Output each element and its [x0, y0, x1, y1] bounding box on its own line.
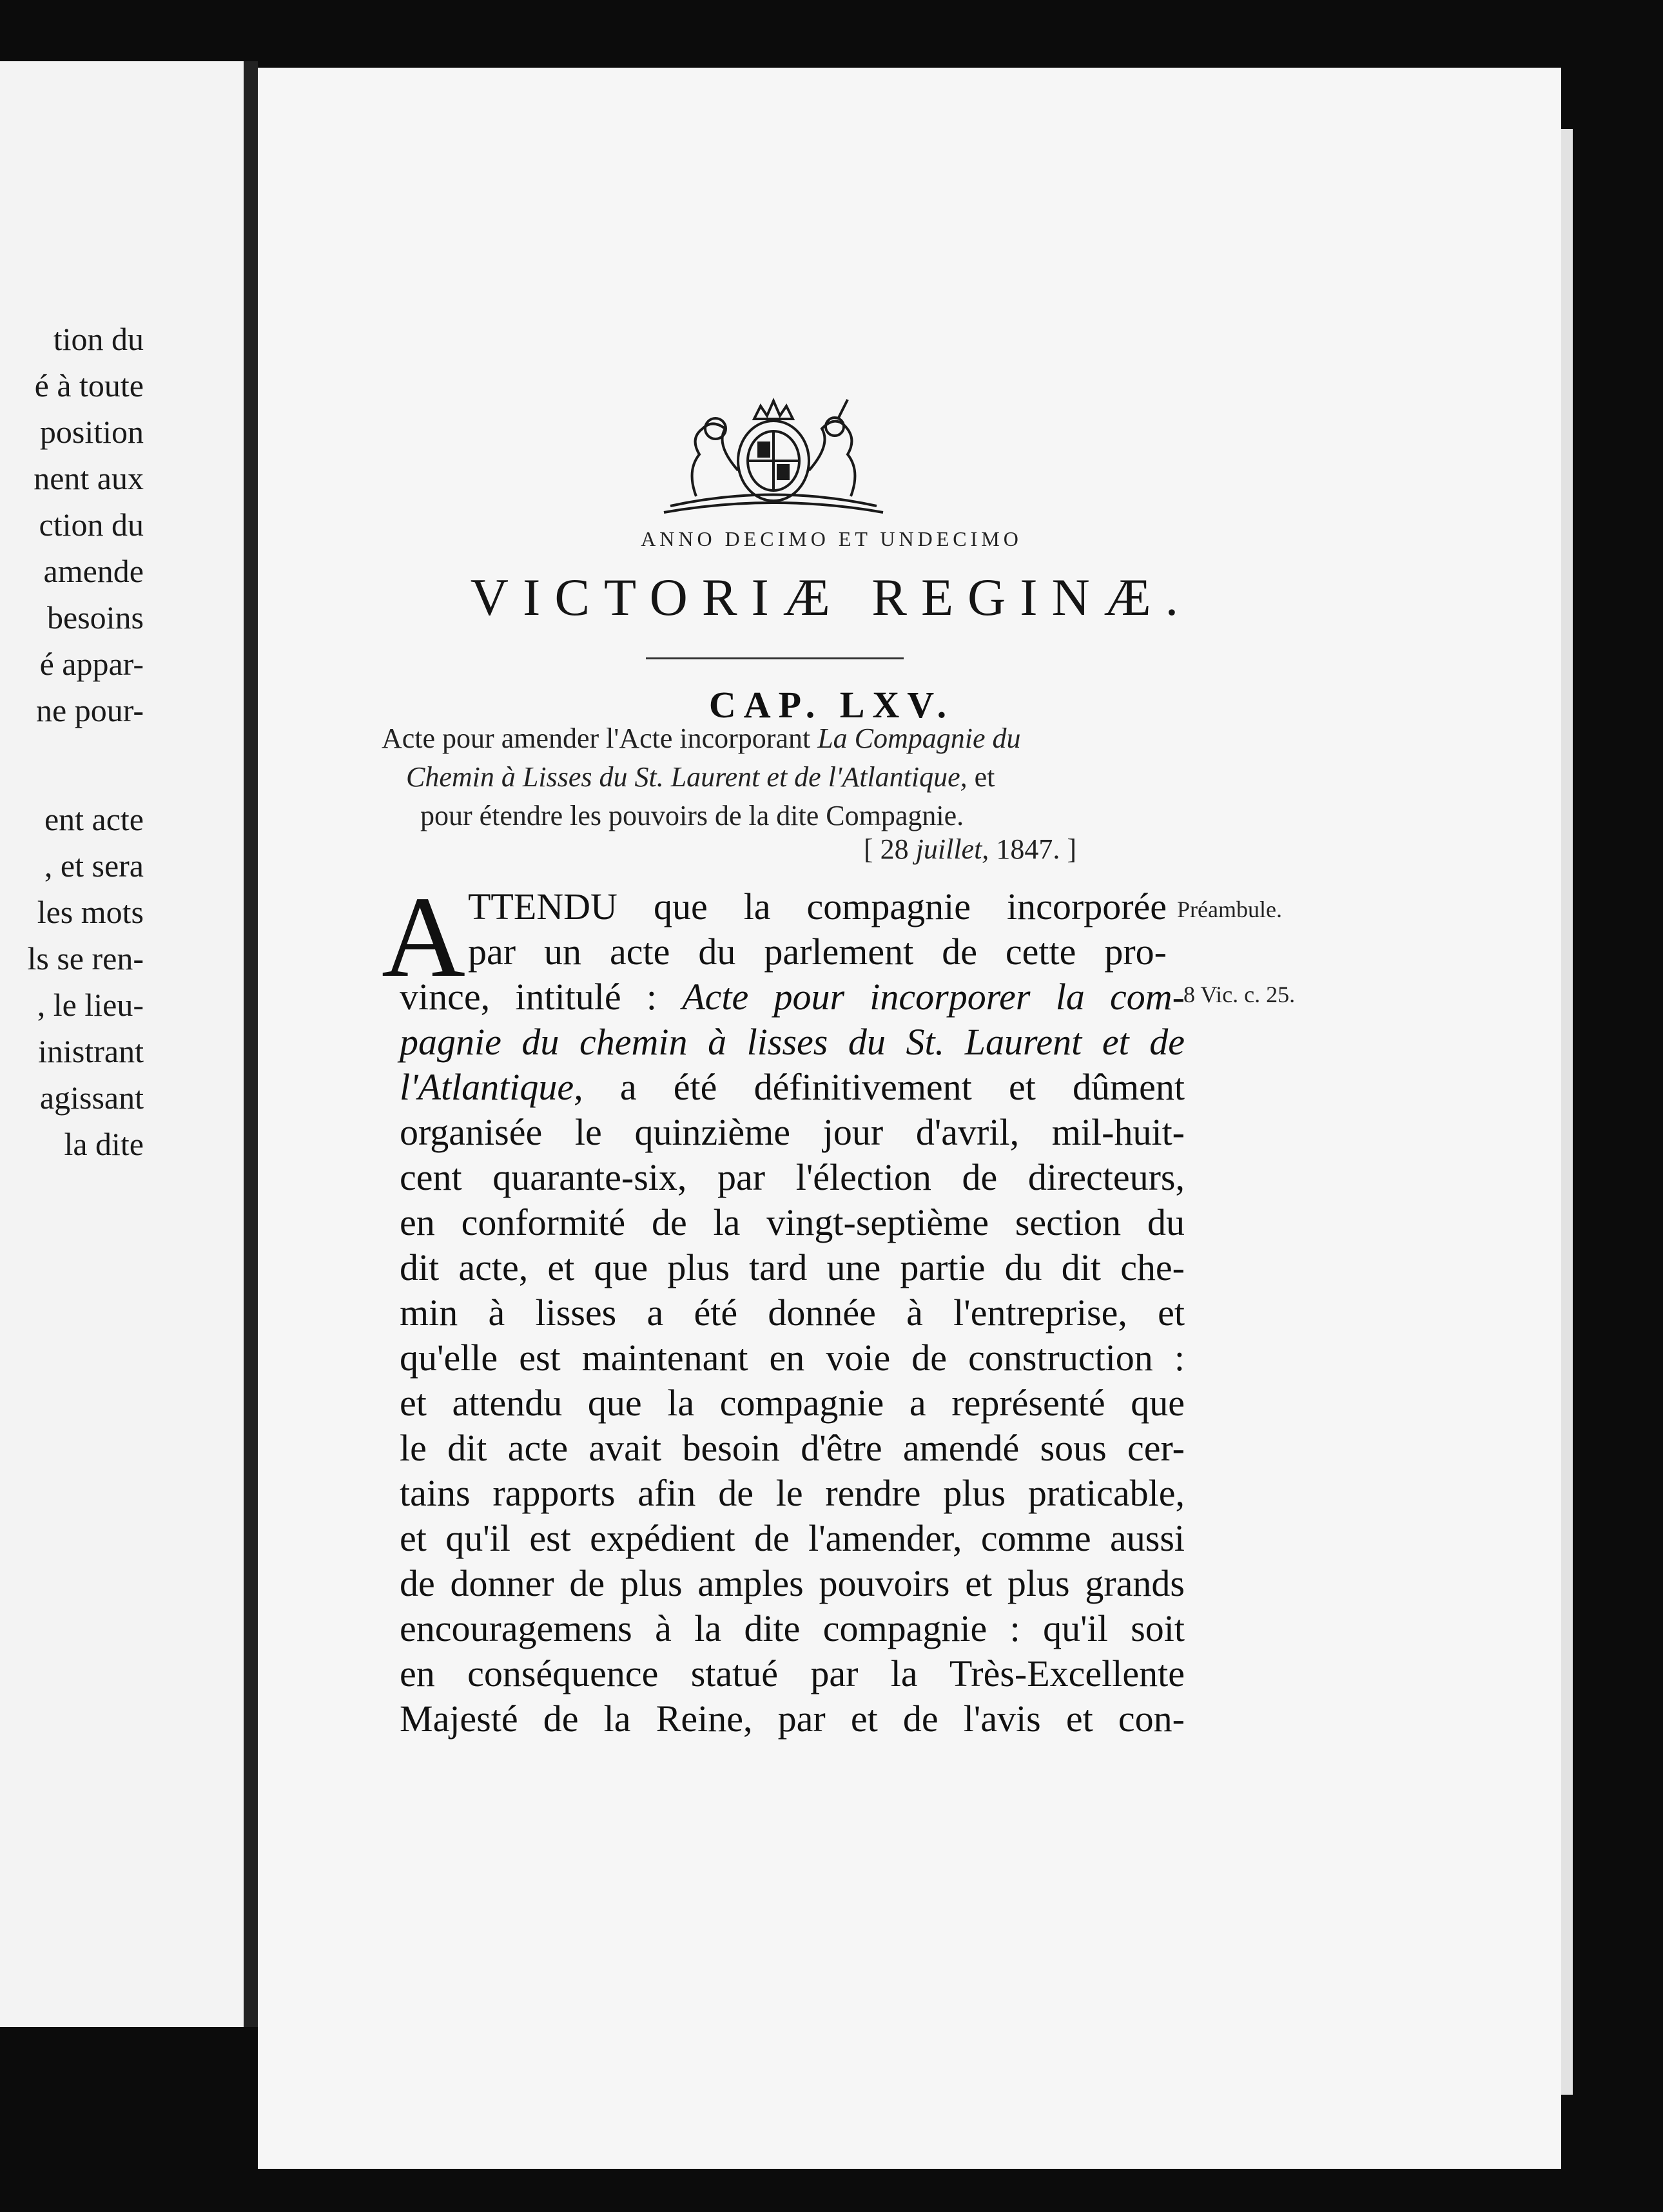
left-page-line: ne pour- [36, 692, 144, 728]
body-line: en conséquence statué par la Très-Excellente [400, 1653, 1185, 1694]
body-line: organisée le quinzième jour d'avril, mil-huit- [400, 1111, 1185, 1153]
left-page-line: position [39, 414, 144, 450]
body-line: Majesté de la Reine, par et de l'avis et con- [400, 1698, 1185, 1740]
header-regina: VICTORIÆ REGINÆ. [470, 568, 1193, 626]
left-page-line: les mots [37, 894, 144, 930]
left-page-line: é à toute [34, 367, 144, 403]
date-italic: juillet, [915, 833, 989, 865]
book-gutter [244, 61, 258, 2027]
body-italic: Acte pour incorporer la com- [682, 976, 1185, 1018]
left-page-line: , le lieu- [37, 987, 144, 1023]
left-page-line: ls se ren- [27, 940, 144, 976]
chapter-date [864, 833, 1076, 866]
body-italic: l'Atlantique, [400, 1066, 583, 1108]
body-line: et qu'il est expédient de l'amender, comme aussi [400, 1517, 1185, 1559]
body-line: tains rapports afin de le rendre plus praticable, [400, 1472, 1185, 1514]
date-text: 1847. ] [989, 833, 1076, 865]
left-page-line: la dite [64, 1126, 144, 1162]
chapter-title-text: et [967, 761, 995, 793]
left-page [0, 61, 244, 2027]
header-anno: ANNO DECIMO ET UNDECIMO [641, 527, 1022, 550]
left-page-line: é appar- [39, 646, 144, 682]
body-line: min à lisses a été donnée à l'entreprise, et [400, 1292, 1185, 1334]
left-page-line: besoins [47, 599, 144, 635]
body-line [400, 1065, 1185, 1110]
left-page-line: agissant [39, 1080, 144, 1116]
left-page-line: tion du [53, 321, 144, 357]
left-page-line: amende [43, 553, 144, 589]
body-line: et attendu que la compagnie a représenté que [400, 1382, 1185, 1424]
body-line: qu'elle est maintenant en voie de construction : [400, 1337, 1185, 1379]
body-text: a été définitivement et dûment [583, 1066, 1185, 1108]
margin-note-statute: 8 Vic. c. 25. [1183, 982, 1296, 1007]
body-line: cent quarante-six, par l'élection de directeurs, [400, 1156, 1185, 1198]
body-line: par un acte du parlement de cette pro- [468, 931, 1167, 973]
margin-note-preamble: Préambule. [1177, 897, 1282, 922]
body-line: le dit acte avait besoin d'être amendé sous cer- [400, 1427, 1185, 1469]
body-line [400, 975, 1185, 1020]
body-line: en conformité de la vingt-septième section du [400, 1201, 1185, 1243]
chapter-title-italic: Chemin à Lisses du St. Laurent et de l'Atlantique, [406, 761, 968, 793]
chapter-number: CAP. LXV. [708, 684, 955, 726]
chapter-title-line [406, 761, 995, 793]
body-line: dit acte, et que plus tard une partie du dit che- [400, 1247, 1185, 1288]
chapter-title-italic: La Compagnie du [817, 723, 1021, 754]
body-italic: pagnie du chemin à lisses du St. Laurent et de [400, 1021, 1185, 1063]
body-line [400, 1020, 1185, 1065]
left-page-line: inistrant [38, 1033, 144, 1069]
drop-cap: A [382, 873, 465, 1001]
chapter-title-text: Acte pour amender l'Acte incorporant [382, 723, 818, 754]
title-rule [646, 657, 904, 659]
body-line: TTENDU que la compagnie incorporée [468, 886, 1167, 927]
date-text: [ 28 [864, 833, 916, 865]
left-page-line: ent acte [44, 801, 144, 837]
chapter-title-line: pour étendre les pouvoirs de la dite Compagnie. [420, 800, 964, 831]
chapter-title-line [382, 722, 1021, 755]
body-text: vince, intitulé : [400, 976, 683, 1018]
body-line: encouragemens à la dite compagnie : qu'il soit [400, 1607, 1185, 1649]
page-edge [1561, 129, 1573, 2095]
body-line: de donner de plus amples pouvoirs et plus grands [400, 1562, 1185, 1604]
left-page-line: ction du [39, 507, 144, 543]
royal-coat-of-arms-icon [651, 393, 896, 522]
left-page-line: nent aux [34, 460, 144, 496]
left-page-line: , et sera [44, 848, 144, 884]
